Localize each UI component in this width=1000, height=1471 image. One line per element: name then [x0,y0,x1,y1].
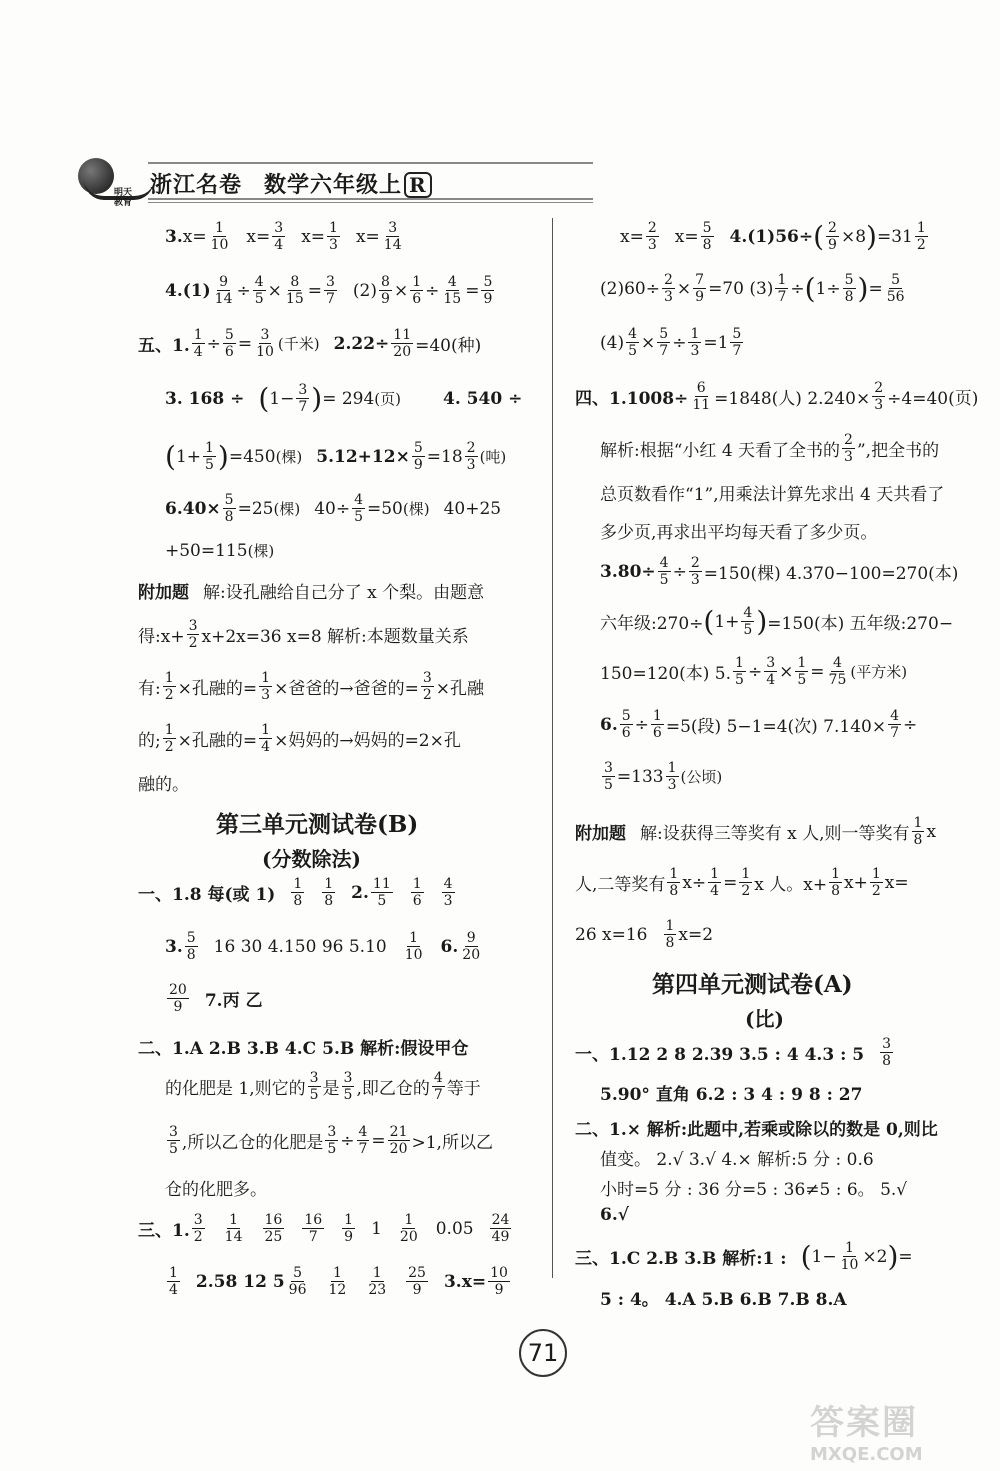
fraction: $\frac{1}{23}$ [368,1265,387,1298]
fraction: $\frac{5}{7}$ [659,326,669,359]
answer-line: 的化肥是 1,则它的 $\frac{3}{5}$ 是 $\frac{3}{5}$ ,即乙仓的 $\frac{4}{7}$ 等于 [165,1070,481,1103]
fraction: $\frac{5}{56}$ [886,272,905,305]
answer-line: 多少页,再求出平均每天看了多少页。 [600,523,878,543]
fraction: $\frac{24}{49}$ [491,1212,510,1245]
brand-logo-text: 明天教育 [114,188,133,208]
fraction: $\frac{5}{8}$ [702,220,712,253]
column-divider [552,218,553,1278]
page-header [78,158,593,208]
fraction: $\frac{5}{9}$ [483,274,493,307]
fraction: $\frac{1}{10}$ [210,220,229,253]
fraction: $\frac{2}{9}$ [828,220,837,253]
fraction: $\frac{10}{9}$ [490,1265,508,1298]
fraction: $\frac{5}{8}$ [186,930,196,963]
answer-line: 150=120(本) 5. $\frac{1}{5}$ ÷ $\frac{3}{4}$ × $\frac{1}{5}$ = $\frac{4}{75}$ (平方米) [600,655,908,688]
fraction: $\frac{4}{5}$ [743,605,753,638]
fraction: $\frac{3}{2}$ [188,618,198,651]
fraction: $\frac{1}{8}$ [665,918,675,951]
section-title: 第三单元测试卷(B) [216,811,419,838]
fraction: $\frac{3}{5}$ [309,1070,319,1103]
fraction: $\frac{1}{12}$ [328,1265,347,1298]
answer-line: 小时=5 分 : 36 分=5 : 36≠5 : 6。 5.√ [600,1180,908,1200]
header-rule [148,198,593,200]
fraction: $\frac{1}{10}$ [404,930,423,963]
fraction: $\frac{7}{9}$ [695,272,705,305]
answer-line: 6. $\frac{5}{6}$ ÷ $\frac{1}{6}$ =5(段) 5−1=4(次) 7.140× $\frac{4}{7}$ ÷ [600,708,918,741]
fraction: $\frac{16}{7}$ [304,1212,323,1245]
fraction: $\frac{2}{3}$ [466,440,476,473]
header-rule [148,162,593,164]
fraction: $\frac{5}{96}$ [288,1265,307,1298]
fraction: $\frac{20}{9}$ [169,982,187,1015]
fraction: $\frac{2}{3}$ [844,432,853,465]
fraction: $\frac{4}{5}$ [354,492,363,525]
fraction: $\frac{1}{5}$ [205,440,214,473]
fraction: $\frac{1}{3}$ [329,220,338,253]
answer-line: 3. 168 ÷ ( 1− $\frac{3}{7}$ ) = 294 (页) 4. 540 ÷ [165,381,523,415]
fraction: $\frac{1}{4}$ [261,722,271,755]
fraction: $\frac{1}{4}$ [193,327,203,360]
answer-line: +50=115 (棵) [165,540,275,561]
answer-line: 五、1. $\frac{1}{4}$ ÷ $\frac{5}{6}$ = $\frac{3}{10}$ (千米) 2.22÷ $\frac{11}{20}$ =40(种) [138,327,482,360]
fraction: $\frac{4}{7}$ [433,1070,443,1103]
answer-line: 融的。 [138,775,189,795]
fraction: $\frac{21}{20}$ [389,1124,408,1157]
fraction: $\frac{5}{8}$ [224,492,234,525]
fraction: $\frac{1}{5}$ [797,655,807,688]
fraction: $\frac{9}{20}$ [462,930,481,963]
fraction: $\frac{1}{8}$ [293,876,303,909]
page-number: 71 [519,1329,567,1377]
answer-line: 4.(1) $\frac{9}{14}$ ÷ $\frac{4}{5}$ × $\frac{8}{15}$ = $\frac{3}{7}$ (2) $\frac{8}{9}$ × $\frac{1}{6}$ ÷ $\frac{4}{15}$ = $\frac{5}{9}$ [165,274,493,307]
fraction: $\frac{2}{3}$ [663,272,673,305]
fraction: $\frac{3}{14}$ [383,220,402,253]
answer-line: 3. x= $\frac{1}{10}$ x= $\frac{3}{4}$ x= $\frac{1}{3}$ x= $\frac{3}{14}$ [165,220,402,253]
answer-line: $\frac{3}{5}$ =133 $\frac{1}{3}$ (公顷) [604,760,723,793]
fraction: $\frac{1}{6}$ [652,708,662,741]
fraction: $\frac{1}{7}$ [777,272,787,305]
fraction: $\frac{1}{8}$ [324,876,334,909]
answer-line: 二、1.A 2.B 3.B 4.C 5.B 解析:假设甲仓 [138,1039,469,1059]
fraction: $\frac{3}{10}$ [256,327,274,360]
answer-line: 三、1.C 2.B 3.B 解析:1 : ( 1− $\frac{1}{10}$ ×2 ) = [575,1239,913,1273]
fraction: $\frac{4}{5}$ [628,326,638,359]
answer-line: ( 1+ $\frac{1}{5}$ ) =450 (棵) 5.12+12× $\frac{5}{9}$ =18 $\frac{2}{3}$ (吨) [165,439,507,473]
answer-line: 三、1. $\frac{3}{2}$ $\frac{1}{14}$ $\frac{16}{25}$ $\frac{16}{7}$ $\frac{1}{9}$ 1 $\frac{1}{20}$ 0.05 $\frac{24}{49}$ [138,1212,510,1245]
fraction: $\frac{4}{7}$ [890,708,900,741]
answer-line: 二、1.× 解析:此题中,若乘或除以的数是 0,则比 [575,1120,938,1140]
fraction: $\frac{3}{7}$ [298,382,308,415]
fraction: $\frac{3}{5}$ [343,1070,353,1103]
fraction: $\frac{3}{5}$ [169,1124,178,1157]
fraction: $\frac{6}{11}$ [692,380,711,413]
answer-line: 解析:根据“小红 4 天看了全书的 $\frac{2}{3}$ ”,把全书的 [600,432,940,465]
series-name: 浙江名卷 [150,172,243,198]
fraction: $\frac{4}{5}$ [659,555,669,588]
fraction: $\frac{4}{3}$ [443,876,453,909]
fraction: $\frac{25}{9}$ [408,1265,426,1298]
answer-line: (2)60÷ $\frac{2}{3}$ × $\frac{7}{9}$ =70 (3) $\frac{1}{7}$ ÷ ( 1÷ $\frac{5}{8}$ ) = $\frac{5}{56}$ [600,271,905,305]
fraction: $\frac{1}{14}$ [224,1212,243,1245]
fraction: $\frac{5}{7}$ [732,326,742,359]
subject-grade: 数学六年级上 [264,172,403,198]
fraction: $\frac{1}{4}$ [169,1265,178,1298]
answer-line: 附加题 解:设孔融给自己分了 x 个梨。由题意 [138,583,485,603]
header-rule [148,202,593,203]
answer-line: 人,二等奖有 $\frac{1}{8}$ x÷ $\frac{1}{4}$ = $\frac{1}{2}$ x 人。x+ $\frac{1}{8}$ x+ $\frac{1}{2}$ x= [575,866,909,899]
fraction: $\frac{1}{8}$ [831,866,841,899]
answer-line: 3.80÷ $\frac{4}{5}$ ÷ $\frac{2}{3}$ =150(棵) 4.370−100=270(本) [600,555,959,588]
fraction: $\frac{16}{25}$ [264,1212,283,1245]
answer-line: 6.√ [600,1205,629,1225]
fraction: $\frac{1}{20}$ [399,1212,418,1245]
fraction: $\frac{5}{8}$ [844,272,854,305]
answer-line: $\frac{1}{4}$ 2.58 12 5 $\frac{5}{96}$ $\frac{1}{12}$ $\frac{1}{23}$ $\frac{25}{9}$ 3.x= $\frac{10}{9}$ [169,1265,508,1298]
answer-line: 一、1.8 每(或 1) $\frac{1}{8}$ $\frac{1}{8}$ 2. $\frac{11}{5}$ $\frac{1}{6}$ $\frac{4}{3}$ [138,876,453,909]
fraction: $\frac{4}{7}$ [358,1124,368,1157]
answer-line: 值变。 2.√ 3.√ 4.× 解析:5 分 : 0.6 [600,1150,874,1170]
fraction: $\frac{1}{4}$ [710,866,720,899]
fraction: $\frac{8}{9}$ [381,274,390,307]
fraction: $\frac{1}{2}$ [741,866,751,899]
answer-line: x= $\frac{2}{3}$ x= $\frac{5}{8}$ 4.(1)56÷ ( $\frac{2}{9}$ ×8 ) =31 $\frac{1}{2}$ [620,219,926,253]
answer-line: 有: $\frac{1}{2}$ ×孔融的= $\frac{1}{3}$ ×爸爸的→爸爸的= $\frac{3}{2}$ ×孔融 [138,670,484,703]
fraction: $\frac{5}{9}$ [413,440,423,473]
fraction: $\frac{2}{3}$ [874,380,884,413]
book-title [150,168,432,199]
fraction: $\frac{4}{5}$ [254,274,264,307]
fraction: $\frac{1}{2}$ [164,722,174,755]
answer-line: 附加题 解:设获得三等奖有 x 人,则一等奖有 $\frac{1}{8}$ x [575,815,937,848]
fraction: $\frac{3}{4}$ [766,655,776,688]
section-subtitle: (比) [745,1007,784,1031]
fraction: $\frac{3}{7}$ [326,274,335,307]
section-subtitle: (分数除法) [262,847,361,871]
fraction: $\frac{11}{5}$ [372,876,391,909]
answer-line: 3. $\frac{5}{8}$ 16 30 4.150 96 5.10 $\frac{1}{10}$ 6. $\frac{9}{20}$ [165,930,481,963]
fraction: $\frac{1}{2}$ [871,866,881,899]
fraction: $\frac{4}{75}$ [828,655,847,688]
fraction: $\frac{1}{9}$ [344,1212,354,1245]
edition-badge: R [404,172,432,198]
fraction: $\frac{5}{6}$ [621,708,631,741]
fraction: $\frac{3}{2}$ [422,670,432,703]
fraction: $\frac{3}{2}$ [193,1212,203,1245]
fraction: $\frac{1}{5}$ [735,655,744,688]
fraction: $\frac{2}{3}$ [647,220,657,253]
answer-line: 总页数看作“1”,用乘法计算先求出 4 天共看了 [600,485,945,505]
fraction: $\frac{9}{14}$ [214,274,233,307]
answer-line: 六年级:270÷ ( 1+ $\frac{4}{5}$ ) =150(本) 五年级:270− [600,604,954,638]
fraction: $\frac{1}{3}$ [667,760,677,793]
answer-line: 5.90° 直角 6.2 : 3 4 : 9 8 : 27 [600,1085,863,1105]
answer-line: 6.40× $\frac{5}{8}$ =25 (棵) 40÷ $\frac{4}{5}$ =50 (棵) 40+25 [165,492,502,525]
answer-line: 仓的化肥多。 [165,1180,267,1200]
fraction: $\frac{1}{3}$ [690,326,700,359]
answer-line: 26 x=16 $\frac{1}{8}$ x=2 [575,918,714,951]
answer-line: 得:x+ $\frac{3}{2}$ x+2x=36 x=8 解析:本题数量关系 [138,618,469,651]
answer-line: $\frac{20}{9}$ 7.丙 乙 [169,982,263,1015]
fraction: $\frac{1}{2}$ [916,220,926,253]
answer-line: 四、1.1008÷ $\frac{6}{11}$ =1848(人) 2.240× $\frac{2}{3}$ ÷4=40(页) [575,380,979,413]
fraction: $\frac{1}{6}$ [412,274,422,307]
fraction: $\frac{4}{15}$ [443,274,462,307]
fraction: $\frac{1}{8}$ [913,815,923,848]
fraction: $\frac{8}{15}$ [285,274,304,307]
answer-line: 5 : 4。 4.A 5.B 6.B 7.B 8.A [600,1290,847,1310]
watermark-logo: 答案圈 MXQE.COM [810,1403,923,1465]
fraction: $\frac{11}{20}$ [393,327,412,360]
fraction: $\frac{3}{5}$ [327,1124,337,1157]
fraction: $\frac{1}{2}$ [164,670,174,703]
fraction: $\frac{1}{10}$ [840,1240,859,1273]
fraction: $\frac{3}{8}$ [882,1036,892,1069]
answer-line: (4) $\frac{4}{5}$ × $\frac{5}{7}$ ÷ $\frac{1}{3}$ =1 $\frac{5}{7}$ [600,326,742,359]
fraction: $\frac{5}{6}$ [224,327,234,360]
fraction: $\frac{3}{5}$ [604,760,613,793]
fraction: $\frac{1}{3}$ [261,670,271,703]
answer-line: 的; $\frac{1}{2}$ ×孔融的= $\frac{1}{4}$ ×妈妈的→妈妈的=2×孔 [138,722,461,755]
answer-line: $\frac{3}{5}$ ,所以乙仓的化肥是 $\frac{3}{5}$ ÷ $\frac{4}{7}$ = $\frac{21}{20}$ >1,所以乙 [169,1124,493,1157]
answer-line: 一、1.12 2 8 2.39 3.5 : 4 4.3 : 5 $\frac{3}{8}$ [575,1036,892,1069]
fraction: $\frac{3}{4}$ [274,220,284,253]
section-title: 第四单元测试卷(A) [652,971,853,998]
fraction: $\frac{2}{3}$ [690,555,700,588]
fraction: $\frac{1}{8}$ [669,866,679,899]
fraction: $\frac{1}{6}$ [412,876,422,909]
